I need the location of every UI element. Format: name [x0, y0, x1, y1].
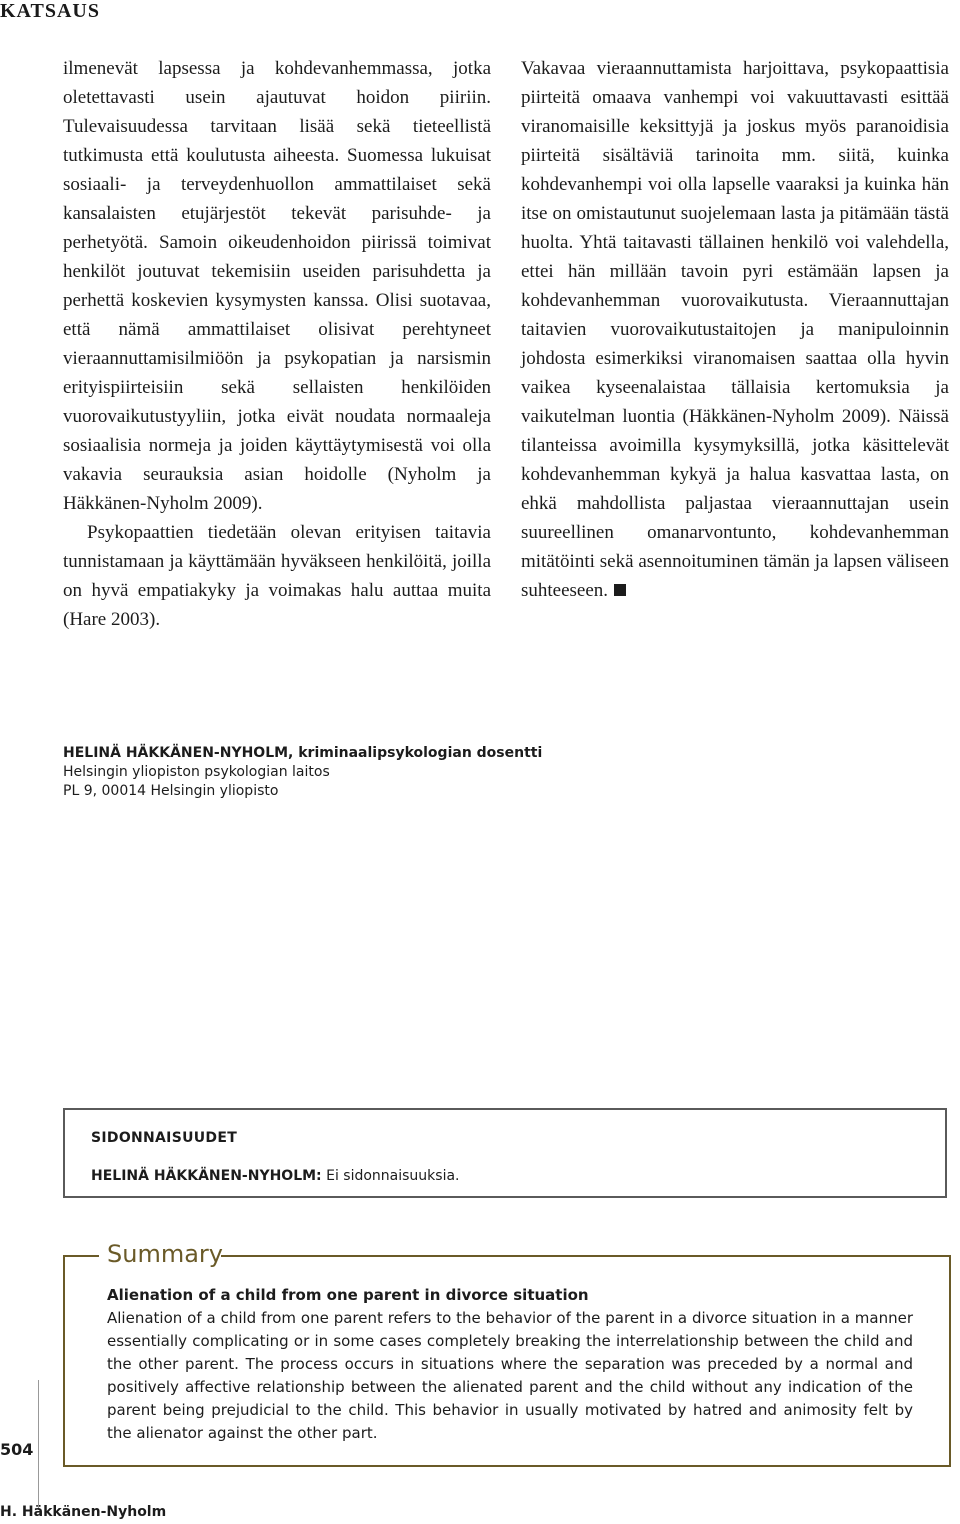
disclosure-title: SIDONNAISUUDET [91, 1130, 238, 1146]
disclosure-box [63, 1108, 947, 1198]
author-affiliation: Helsingin yliopiston psykologian laitos [63, 764, 330, 780]
footer-author: H. Häkkänen-Nyholm [0, 1504, 167, 1520]
left-column [63, 54, 491, 634]
summary-heading: Alienation of a child from one parent in divorce situation [107, 1286, 589, 1304]
summary-rule-right [221, 1255, 951, 1257]
author-info [63, 744, 542, 801]
author-address: PL 9, 00014 Helsingin yliopisto [63, 783, 279, 799]
page-number: 504 [0, 1440, 34, 1459]
right-paragraph-1-text: Vakavaa vieraannuttamista harjoittava, psykopaattisia piirteitä omaava vanhempi voi vakuuttavasti esittää viranomaisille keksittyjä ja joskus myös paranoidisia piirteitä sisältäviä tarinoita mm. siitä, kuinka kohdevanhempi voi olla lapselle vaaraksi ja kuinka hän itse on omistautunut suojelemaan lasta ja pitämään tästä huolta. Yhtä taitavasti tällainen henkilö voi valehdella, ettei hän millään tavoin pyri estämään lapsen ja kohdevanhemman vuorovaikutusta. Vieraannuttajan taitavien vuorovaikutustaitojen ja manipuloinnin johdosta esimerkiksi viranomaisen saattaa olla hyvin vaikea kyseenalaistaa tällaisia kertomuksia ja vaikutelman luontia (Häkkänen-Nyholm 2009). Näissä tilanteissa avoimilla kysymyksillä, jotka käsittelevät kohdevanhemman kykyä ja halua kasvattaa lasta, on ehkä mahdollista paljastaa vieraannuttajan usein suureellinen omanarvontunto, kohdevanhemman mitätöinti sekä asennoituminen tämän ja lapsen väliseen suhteeseen. [521, 58, 949, 601]
summary-rule-left [63, 1255, 99, 1257]
summary-label: Summary [107, 1240, 223, 1268]
disclosure-line [91, 1168, 460, 1184]
summary-body [107, 1284, 913, 1445]
right-column [521, 54, 949, 605]
author-name: HELINÄ HÄKKÄNEN-NYHOLM, kriminaalipsykologian dosentti [63, 745, 543, 761]
disclosure-name: HELINÄ HÄKKÄNEN-NYHOLM: [91, 1168, 322, 1184]
left-paragraph-1: ilmenevät lapsessa ja kohdevanhemmassa, jotka oletettavasti usein ajautuvat hoidon piiriin. Tulevaisuudessa tarvitaan lisää sekä tieteellistä tutkimusta että koulutusta aiheesta. Suomessa lukuisat sosiaali- ja terveydenhuollon ammattilaiset sekä kansalaisten etujärjestöt tekevät parisuhde- ja perhetyötä. Samoin oikeudenhoidon piirissä toimivat henkilöt joutuvat tekemisiin useiden parisuhdetta ja perhettä koskevien kysymysten kanssa. Olisi suotavaa, että nämä ammattilaiset olisivat perehtyneet vieraannuttamisilmiöön ja psykopatian ja narsismin erityispiirteisiin sekä sellaisten henkilöiden vuorovaikutustyyliin, jotka eivät noudata normaaleja sosiaalisia normeja ja joiden käyttäytymisestä voi olla vakavia seurauksia asian hoidolle (Nyholm ja Häkkänen-Nyholm 2009). [63, 58, 491, 514]
section-tag: KATSAUS [0, 0, 100, 22]
page-number-divider [38, 1380, 39, 1510]
right-paragraph-1 [521, 54, 949, 605]
disclosure-text: Ei sidonnaisuuksia. [321, 1168, 460, 1184]
end-mark-icon [614, 584, 626, 596]
summary-text: Alienation of a child from one parent refers to the behavior of the parent in a divorce situation in a manner essentially complicating or in some cases completely breaking the interrelationship between the child and the other parent. The process occurs in situations where the separation was preceded by a normal and positively affective relationship between the alienated parent and the child without any indication of the parent being prejudicial to the child. This behavior in usually motivated by hatred and animosity felt by the alienator against the other part. [107, 1309, 913, 1442]
left-paragraph-2: Psykopaattien tiedetään olevan erityisen taitavia tunnistamaan ja käyttämään hyväkseen henkilöitä, joilla on hyvä empatiakyky ja voimakas halu auttaa muita (Hare 2003). [63, 522, 491, 630]
